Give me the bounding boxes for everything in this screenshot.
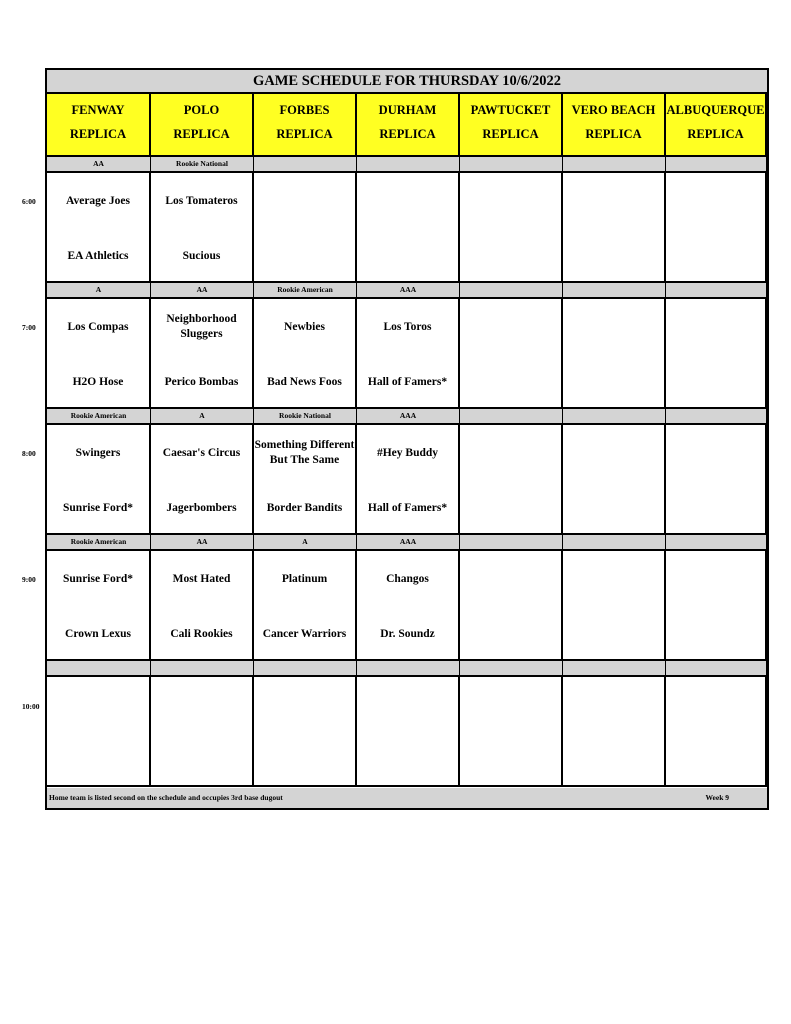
game-cell <box>666 425 767 535</box>
field-subtitle: REPLICA <box>585 127 642 141</box>
away-team <box>460 559 561 599</box>
field-name: FENWAY <box>71 103 125 117</box>
field-header <box>254 94 357 157</box>
game-cell <box>357 425 460 535</box>
home-team: Sucious <box>182 249 221 262</box>
game-cell <box>254 425 357 535</box>
home-team <box>563 236 664 276</box>
home-team: Cali Rookies <box>170 627 233 640</box>
away-team <box>666 685 765 725</box>
field-header <box>151 94 254 157</box>
game-cell <box>151 173 254 283</box>
away-team: Something Different But The Same <box>254 439 355 466</box>
division-label <box>357 157 460 173</box>
away-team <box>460 433 561 473</box>
game-cell <box>357 551 460 661</box>
field-header <box>666 94 767 157</box>
division-label: Rookie American <box>47 409 151 425</box>
division-label <box>563 535 666 551</box>
field-name: PAWTUCKET <box>470 103 551 117</box>
division-label: Rookie American <box>47 535 151 551</box>
division-label: AA <box>47 157 151 173</box>
away-team <box>460 307 561 347</box>
game-cell <box>151 551 254 661</box>
home-team <box>666 488 765 528</box>
division-label: A <box>151 409 254 425</box>
division-label <box>460 409 563 425</box>
division-label: AA <box>151 535 254 551</box>
game-cell <box>357 299 460 409</box>
division-label: AA <box>151 283 254 299</box>
away-team: Platinum <box>281 572 328 585</box>
division-label <box>460 535 563 551</box>
away-team <box>254 685 355 725</box>
home-team <box>47 740 149 780</box>
footer-bar <box>47 788 767 808</box>
field-subtitle: REPLICA <box>687 127 744 141</box>
field-subtitle: REPLICA <box>482 127 539 141</box>
game-cell <box>666 173 767 283</box>
game-cell <box>47 173 151 283</box>
away-team: Caesar's Circus <box>162 446 241 459</box>
away-team: Neighborhood Sluggers <box>166 313 237 340</box>
division-label <box>563 157 666 173</box>
home-team <box>563 362 664 402</box>
game-cell <box>666 299 767 409</box>
away-team <box>563 559 664 599</box>
home-team <box>666 614 765 654</box>
away-team: Average Joes <box>66 194 130 207</box>
game-cell <box>254 677 357 787</box>
home-team <box>254 236 355 276</box>
game-cell <box>151 677 254 787</box>
game-cell <box>151 299 254 409</box>
home-team <box>460 236 561 276</box>
away-team <box>254 181 355 221</box>
time-label: 7:00 <box>22 323 36 332</box>
home-team <box>254 740 355 780</box>
division-label <box>666 535 767 551</box>
home-team <box>460 488 561 528</box>
game-cell <box>357 677 460 787</box>
division-label <box>666 409 767 425</box>
game-cell <box>254 551 357 661</box>
field-name: ALBUQUERQUE <box>666 103 765 117</box>
away-team: #Hey Buddy <box>376 446 439 459</box>
division-label: A <box>254 535 357 551</box>
game-cell <box>47 677 151 787</box>
home-team: Perico Bombas <box>164 375 239 388</box>
home-team <box>563 614 664 654</box>
division-label <box>563 283 666 299</box>
away-team: Sunrise Ford* <box>63 572 133 585</box>
home-team: Hall of Famers* <box>367 375 448 388</box>
home-team: Sunrise Ford* <box>63 501 133 514</box>
away-team <box>357 181 458 221</box>
home-team: Cancer Warriors <box>262 627 347 640</box>
week-label: Week 9 <box>705 793 729 802</box>
away-team <box>666 181 765 221</box>
home-team <box>666 362 765 402</box>
away-team <box>47 685 149 725</box>
game-cell <box>563 425 666 535</box>
field-name: FORBES <box>279 103 330 117</box>
division-label <box>47 661 151 677</box>
game-cell <box>563 551 666 661</box>
home-team <box>563 740 664 780</box>
away-team <box>666 307 765 347</box>
game-cell <box>47 425 151 535</box>
away-team <box>666 433 765 473</box>
game-cell <box>254 173 357 283</box>
field-name: VERO BEACH <box>571 103 656 117</box>
field-header <box>357 94 460 157</box>
field-subtitle: REPLICA <box>69 127 127 141</box>
home-team: Jagerbombers <box>166 501 237 514</box>
away-team: Most Hated <box>172 572 231 585</box>
away-team <box>151 685 252 725</box>
division-label: AAA <box>357 409 460 425</box>
game-cell <box>151 425 254 535</box>
game-cell <box>563 677 666 787</box>
schedule-title: GAME SCHEDULE FOR THURSDAY 10/6/2022 <box>47 70 767 94</box>
game-cell <box>357 173 460 283</box>
field-header <box>460 94 563 157</box>
game-cell <box>254 299 357 409</box>
field-name: DURHAM <box>378 103 437 117</box>
away-team: Newbies <box>284 320 325 333</box>
game-cell <box>47 299 151 409</box>
division-label <box>460 283 563 299</box>
division-label <box>254 661 357 677</box>
away-team <box>563 307 664 347</box>
field-subtitle: REPLICA <box>379 127 436 141</box>
home-team: Bad News Foos <box>267 375 342 388</box>
field-header <box>47 94 151 157</box>
away-team: Los Toros <box>383 320 432 333</box>
game-cell <box>563 299 666 409</box>
home-team: Hall of Famers* <box>367 501 448 514</box>
time-label: 6:00 <box>22 197 36 206</box>
division-label <box>666 283 767 299</box>
away-team <box>563 685 664 725</box>
away-team <box>460 685 561 725</box>
division-label <box>563 409 666 425</box>
away-team: Los Tomateros <box>165 194 238 207</box>
home-team <box>460 614 561 654</box>
game-cell <box>47 551 151 661</box>
away-team: Los Compas <box>67 320 129 333</box>
home-team: Border Bandits <box>266 501 343 514</box>
away-team <box>563 181 664 221</box>
home-team <box>666 740 765 780</box>
division-label: AAA <box>357 283 460 299</box>
division-label: Rookie National <box>151 157 254 173</box>
division-label <box>563 661 666 677</box>
away-team: Changos <box>386 572 429 585</box>
home-team <box>357 740 458 780</box>
home-team <box>357 236 458 276</box>
division-label <box>460 157 563 173</box>
home-team <box>460 362 561 402</box>
time-label: 9:00 <box>22 575 36 584</box>
home-team: H2O Hose <box>72 375 124 388</box>
division-label: AAA <box>357 535 460 551</box>
time-label: 8:00 <box>22 449 36 458</box>
time-label: 10:00 <box>22 702 40 711</box>
division-label <box>254 157 357 173</box>
field-subtitle: REPLICA <box>276 127 333 141</box>
home-team: Dr. Soundz <box>380 627 435 640</box>
game-cell <box>460 677 563 787</box>
game-cell <box>460 551 563 661</box>
division-label <box>357 661 460 677</box>
game-cell <box>563 173 666 283</box>
game-cell <box>460 299 563 409</box>
game-cell <box>460 173 563 283</box>
field-subtitle: REPLICA <box>173 127 230 141</box>
away-team <box>357 685 458 725</box>
division-label <box>460 661 563 677</box>
game-cell <box>460 425 563 535</box>
away-team: Swingers <box>75 446 121 459</box>
division-label: Rookie National <box>254 409 357 425</box>
away-team <box>460 181 561 221</box>
home-team: EA Athletics <box>67 249 129 262</box>
field-name: POLO <box>183 103 220 117</box>
footer-note: Home team is listed second on the schedule and occupies 3rd base dugout <box>49 793 283 802</box>
home-team <box>666 236 765 276</box>
home-team <box>460 740 561 780</box>
home-team: Crown Lexus <box>65 627 131 640</box>
division-label <box>151 661 254 677</box>
division-label: A <box>47 283 151 299</box>
division-label <box>666 661 767 677</box>
schedule-table <box>45 68 769 810</box>
division-label: Rookie American <box>254 283 357 299</box>
home-team <box>151 740 252 780</box>
game-cell <box>666 551 767 661</box>
home-team <box>563 488 664 528</box>
away-team <box>563 433 664 473</box>
division-label <box>666 157 767 173</box>
game-cell <box>666 677 767 787</box>
away-team <box>666 559 765 599</box>
field-header <box>563 94 666 157</box>
